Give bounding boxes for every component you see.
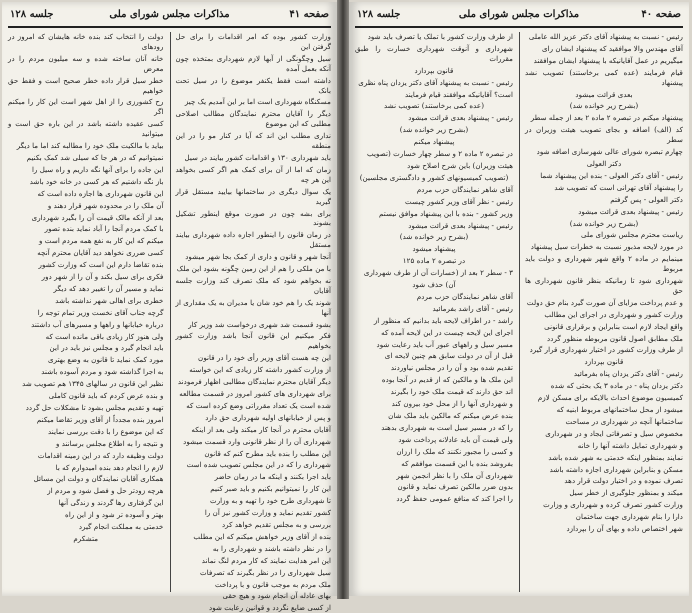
left-page — [2, 2, 337, 613]
text-line: کسی ضرری نخواهد دید آقایان محترم آنچه — [37, 248, 164, 258]
left-page-header — [8, 8, 331, 28]
text-line: شده است یک تعداد مقرراتی وضع کرده است که — [186, 400, 331, 410]
text-line: خطر سیل قرار داده خطر صحیح است و فقط حق خواهیم — [8, 75, 164, 95]
text-line: دولت وظیفه دارد که در این زمینه اقدامات — [37, 450, 164, 460]
text-line: بنده از آقای وزیر خواهش میکنم که این مطلب — [193, 531, 331, 541]
text-line: آقای مهندس والا موافقید که پیشنهاد ایشان رای — [542, 43, 683, 53]
text-line: نمیتوانیم که در هر جا که سیلی شد کمک بکنیم — [26, 152, 164, 162]
text-line: یک سوال دیگری در ساختمانها بیایید مستقل قرار گیرید — [175, 186, 331, 206]
text-line: این چه هست آقای وزیر رأی خود را در قانون — [198, 353, 331, 363]
text-line: بعدی قرائت میشود — [575, 89, 633, 99]
text-line: دکتر العولی — [586, 158, 622, 168]
book-gutter — [337, 0, 349, 599]
text-line: میکنم که این کار به نفع همه مردم است و — [39, 236, 164, 246]
text-line: فکری برای سیل بکند و آن را از شهر دور — [41, 272, 164, 282]
text-line: ملک مردم به موجب قانون و با پرداخت — [215, 579, 331, 589]
text-line: قانون بپردازد — [584, 357, 624, 367]
text-line: رئیس - آقای راشد بفرمائید — [432, 303, 513, 313]
text-line: شهر اختصاص داده و بهای آن را بپردازد — [566, 524, 683, 534]
text-line: و پس از خیابانهای اولیه شهرداری حق دارد — [205, 412, 331, 422]
text-line: کمیسیون موضوع احداث بالایکه برای مسکن لازم — [537, 393, 683, 403]
text-line: سیل شهرداری را در نظر بگیرند که تصرفات — [200, 567, 331, 577]
text-line: بنده تقاضا دارم این است که وزارت کشور — [38, 260, 164, 270]
text-line: مسکنگاه شهرداری است اما بر این آمدیم یک چیز — [184, 97, 331, 107]
text-line: فکر میکنیم این قانون آنجا باشد وزارت کشور بخواهیم — [175, 331, 331, 351]
text-line: این جاده را برای آنها نگه داریم و راه سیل را — [31, 164, 164, 174]
text-line: بررسی و به مجلس تقدیم خواهد کرد — [221, 519, 331, 529]
text-line: و بنده عرض کردم که باید قانون کاملی — [48, 391, 164, 401]
text-line: خدمتی به مملکت انجام گیرد — [78, 522, 164, 532]
text-line: سیل وچگونگی از آبها لازم شهرداری بمتخذه چون آنکه بعمل آمده — [175, 53, 331, 73]
text-line: (تصویب کمیسیونهای کشور و دادگستری مجلسین) — [359, 172, 509, 182]
text-line: شهرداری را که در این مجلس تصویب شده است — [186, 460, 331, 470]
text-line: از کسی ضایع نگردد و قوانین رعایت شود — [209, 603, 331, 613]
text-line: چهارم تبصره شورای عالی شهرسازی اضافه شود — [536, 147, 683, 157]
text-line: تا شهرداری طرح خود را تهیه و به وزارت — [209, 496, 331, 506]
text-line: باز نگه داشتیم که هر کسی در خانه خود باشد — [29, 176, 164, 186]
text-line: شوند یک را هم خود شان یا مدیران به یک مقداری از آنها — [175, 297, 331, 317]
text-line: آقای شاهر نمایندگان حزب مردم — [416, 291, 513, 301]
text-line: دارا را بنام شهرداری جهت ساختمان — [575, 512, 683, 522]
text-line: بهای عادله آن انجام شود و هیچ حقی — [222, 591, 331, 601]
running-title: مذاکرات مجلس شورای ملی — [458, 9, 580, 20]
session-number: جلسه ۱۲۸ — [357, 9, 401, 20]
text-line: قبل از آن در دولت سابق هم چنین لایحه ای — [384, 351, 513, 361]
text-line: رئیس - پیشنهاد بعدی قرائت میشود — [578, 206, 683, 216]
right-page-columns — [355, 32, 683, 592]
text-line: همکاری آقایان نمایندگان و دولت این مسائل — [33, 474, 164, 484]
text-line: شهرداری شود تا زمانیکه بنظر قانون شهرداری ها حق — [525, 276, 683, 295]
text-line: و شهرداری آنها را از محل خود بیرون کند — [391, 399, 513, 409]
text-line: آقایان محترم در آنجا کار میکند ولی بعد از اینکه — [191, 424, 331, 434]
text-line: شهرداری آن ملک را با نظر انجمن شهر — [396, 470, 513, 480]
text-line: خانه آنان ساخته شده و سه میلیون مردم را در معرض — [8, 53, 164, 73]
text-line: میگیریم در عمل آقایانیکه با پیشنهاد ایشان موافقند — [533, 55, 683, 65]
text-line: تصرف نموده و در اختیار دولت قرار دهد — [564, 476, 683, 486]
text-column-left — [8, 32, 164, 592]
right-page-header — [355, 8, 683, 28]
text-line: نه بخواهم شود که ملک تصرف کند وزارت جلسه آقایان — [175, 275, 331, 295]
text-line: دیگر را آقایان محترم نمایندگان مطالب اصلاحی مطلبی که این موضوع — [175, 109, 331, 129]
text-line: خطری برای اهالی شهر نداشته باشد — [55, 295, 164, 305]
text-line: بدون ضرر مالکین تصرف نماید و قانون — [397, 482, 513, 492]
text-line: در زمان قانون را اینطور اجازه داده شهرداری بیایند مستقل — [175, 230, 331, 250]
text-line: واقع ایجاد لازم است بنابراین و برقراری قانونی — [544, 321, 683, 331]
running-title: مذاکرات مجلس شورای ملی — [109, 9, 230, 20]
text-line: و شهرداری تمایل داشته آنها را خانه — [577, 440, 683, 450]
text-column-left — [355, 32, 513, 592]
text-line: از طرف وزارت کشور با تملک یا تصرف باید شود — [367, 32, 513, 41]
text-line: این گرفتاری رها گردند و زندگی آنها — [58, 498, 164, 508]
text-line: این مطلب را بنده باید مطرح کنم که قانون — [204, 448, 331, 458]
text-line: نداری مطلب این اند که آیا در کنار مو را در این منطقه — [175, 131, 331, 151]
text-line: این ملک ها و مالکین که از قدیم در آنجا بوده — [381, 375, 513, 385]
text-line: رئیس - پیشنهاد بعدی قرائت میشود — [408, 220, 513, 230]
text-line: هرچه زودتر حل و فصل شود و مردم از — [47, 486, 164, 496]
text-line: آنجا شهر و قانون و داری از کمک بجا شهر میشود — [185, 252, 331, 262]
text-line: داشته است فقط یکنفر موضوع را در سیل تحت بانک — [175, 75, 331, 95]
text-line: پیشنهاد میکنم — [413, 137, 455, 147]
text-line: را پیشنهاد آقای تهرانی است که تصویب شد — [554, 182, 683, 192]
text-line: با کمک مردم آنجا را آباد نماید بنده تصور — [44, 224, 164, 234]
text-line: نمایند بمنظور اینکه خدمتی به شهر شده باشد — [548, 452, 683, 462]
text-line: نظیر این قانون در سالهای ۱۳۴۵ هم تصویب شد — [22, 379, 164, 389]
text-line: رئیس - نظر آقای وزیر کشور چیست — [404, 196, 513, 206]
text-line: باید شهرداری ۱۳۰ و اقدامات کشور بیایند در سیل — [184, 152, 331, 162]
text-line: پیشنهاد میکنم در تبصره ۲ ماده ۲ بعد از جمله سطر — [530, 113, 683, 123]
text-line: تقدیم شده بود و آن را در مجلس نیاوردند — [390, 363, 513, 373]
text-line: را در نظر داشته باشند و شهرداری را به — [212, 543, 331, 553]
text-line: دکتر العولی - پس گرفتم — [610, 194, 683, 204]
text-line: گرچه جناب آقای نخست وزیر تمام توجه را — [37, 307, 164, 317]
text-line: و عدم پرداخت مزایای آن صورت گیرد بنام حق دولت — [526, 297, 683, 307]
text-line: اند حق دارند که قیمت ملک خود را بگیرند — [390, 387, 513, 397]
text-line: قیام فرمایند (عده کمی برخاستند) تصویب نشد پیشنهاد — [525, 67, 683, 87]
text-line: وزارت کشور تصرف کرده و شهرداری و وزارت — [543, 500, 683, 510]
text-line: و کسی را مجبور نکنند که ملک را ارزان — [396, 446, 513, 456]
text-line: مورد کمک نماید تا قانون به وضع بهتری — [48, 355, 164, 365]
text-line: کشور تقدیم نماید و وزارت کشور نیز آن را — [204, 508, 331, 518]
text-line: ساختمانها آنچه در شهرداری در مساحت — [565, 416, 683, 426]
text-line: این کار را نمیتوانیم بکنیم و باید صبر کنیم — [210, 484, 331, 494]
text-line: مخصوص سیل و تصرفاتی ایجاد و در شهرداری — [545, 428, 683, 438]
text-line: پیشنهاد میشود — [412, 244, 456, 254]
text-line: (بشرح زیر خوانده شد) — [569, 101, 639, 111]
column-divider — [170, 32, 171, 592]
text-line: در تبصره ۲ ماده ۲ و سطر چهار خسارت (تصویب — [367, 149, 513, 159]
text-line: بنده عرض میکنم که مالکین باید ملک شان — [388, 411, 513, 420]
text-line: از وزارت کشور داشته کار زیادی که این خواسته — [189, 365, 331, 375]
text-line: (عده کمی برخاستند) تصویب نشد — [383, 101, 485, 111]
text-line: است؟ آقایانیکه موافقند قیام فرمایند — [404, 89, 513, 99]
text-line: لازم را انجام دهد بنده امیدوارم که با — [55, 462, 164, 472]
text-line: رح کشورزی را از اهل شهر است این کار را میکنم اگر — [8, 97, 164, 117]
text-line: در مورد لایحه مذبور نسبت به خطرات سیل پیشنهاد — [530, 242, 683, 252]
text-line: شهرداری آن را از نظر قانونی وارد قسمت میشود — [183, 436, 331, 446]
text-line: وزارت کشور بوده که امر اقدامات را برای حل گرفتن این — [175, 32, 331, 51]
text-line: دولت را انتخاب کند بنده خانه هایشان که امروز در رودهای — [8, 32, 164, 51]
text-column-right — [525, 32, 683, 592]
text-line: را که در مسیر سیل است به شهرداری بدهند — [381, 422, 513, 432]
text-line: ریاست محترم مجلس شورای ملی — [580, 230, 683, 240]
text-line: امروز بنده مجدداً از آقای وزیر تقاضا میکنم — [36, 414, 164, 424]
text-line: بیاید با مالکیت ملک خود را مطالبه کند اما ما دیگر — [16, 141, 164, 151]
text-line: رئیس - نسبت به پیشنهاد آقای دکتر عزیز الله عاملی — [528, 32, 683, 41]
text-line: متشکرم — [73, 533, 99, 543]
text-column-right — [175, 32, 332, 613]
text-line: باید اجرا بکنند و اینکه ما در زمان حاضر — [214, 472, 331, 482]
text-line: را اجرا کند که منافع عمومی حفظ گردد — [396, 494, 513, 504]
text-line: (بشرح زیر خوانده شد) — [399, 125, 469, 135]
text-line: میکند و بمنظور جلوگیری از خطر سیل — [569, 488, 683, 498]
text-line: کد (الف) اضافه و بجای تصویب هیئت وزیران در سطر — [525, 125, 683, 145]
text-line: رئیس - آقای دکتر العولی - بنده این پیشنهاد شما — [540, 170, 683, 180]
text-line: قانون بپردازد — [414, 65, 454, 75]
text-line: باید انجام گیرد و مجلس نیز باید در این — [49, 343, 164, 353]
text-line: ملک مطابق اصول قانون مربوطه منظور گردد — [547, 333, 683, 343]
text-line: کسی عقیده داشته باشد در این باره حق است و میتوانید — [8, 119, 164, 139]
text-line: و نتیجه را به اطلاع مجلس برسانند و — [55, 438, 164, 448]
text-line: مسکن و بنابراین شهرداری اجازه داشته باشد — [549, 464, 683, 474]
text-line: (بشرح زیر خوانده شد) — [569, 218, 639, 228]
text-line: ۳ - سطر ۲ بعد از (خسارات آن از طرف شهرداری — [363, 268, 513, 278]
left-page-columns — [8, 32, 331, 613]
text-line: راشد - در اطراف لایحه باید بدانیم که منظور از — [373, 315, 513, 325]
text-line: بعد از آنکه مالک قیمت آن را بگیرد شهرداری — [31, 212, 164, 222]
text-line: درباره خیابانها و راهها و مسیرهای آب داشتند — [31, 319, 164, 329]
text-line: دکتر یزدان پناه - در ماده ۳ یک بحثی که شده — [550, 381, 683, 391]
text-line: وزیر کشور - بنده با این پیشنهاد موافق نیستم — [379, 208, 513, 218]
text-line: برای بشه چون در صورت موقع اینطور تشکیل بشوند — [175, 208, 331, 228]
text-line: تهیه و تقدیم مجلس بشود تا مشکلات حل گردد — [25, 403, 164, 412]
right-page — [349, 2, 689, 596]
text-line: این قانون شهرداری ها اجازه داده است که — [37, 188, 164, 198]
text-line: دیگر آقایان محترم نمایندگان مطالبی اظهار فرمودند — [177, 377, 331, 387]
text-line: رئیس - آقای دکتر یزدان پناه بفرمائید — [573, 369, 683, 379]
text-line: آن ملک را در محدوده شهر قرار دهند و — [47, 200, 164, 210]
text-line: وزارت کشور و شهرداری در اجرای این مطالب — [544, 309, 683, 319]
text-line: ولی هنوز کار زیادی باقی مانده است که — [45, 331, 164, 341]
text-line: (بشرح زیر خوانده شد) — [399, 232, 469, 242]
text-line: نماید و مسیر آن را تغییر دهد که دیگر — [53, 283, 164, 293]
text-line: در تبصره ۲ ماده ۱۲۵ — [402, 256, 466, 266]
column-divider — [519, 32, 520, 592]
text-line: زمان که اما از آن برای کمک هم اگر کسی بخواهد این هر چه — [175, 164, 331, 184]
text-line: آن) حذف شود — [412, 280, 456, 290]
text-line: رئیس - پیشنهاد بعدی قرائت میشود — [408, 113, 513, 123]
text-line: برای شهرداری های کشور امروز در قسمت مطالعه — [179, 389, 331, 398]
text-line: مسیر سیل و راههای عبور آب باید رعایت شود — [376, 339, 513, 349]
text-line: آقای شاهر نمایندگان حزب مردم — [416, 184, 513, 194]
text-line: ولی قیمت آن باید عادلانه پرداخت شود — [398, 434, 513, 444]
text-line: رئیس - نسبت به پیشنهاد آقای دکتر یزدان پناه نظری — [358, 77, 513, 87]
session-number: جلسه ۱۲۸ — [10, 9, 54, 20]
text-line: اجرای این لایحه چیست در این لایحه آمده که — [381, 327, 513, 337]
text-line: که این موضوع را با دقت بررسی نمایند — [48, 426, 164, 436]
text-line: این امر هدایت نمایند که کار مردم لنگ نماند — [201, 555, 331, 565]
text-line: به اجرا گذاشته شود و مردم آسوده باشند — [41, 367, 164, 377]
text-line: بهتر و آسوده تر شود و از این راه — [65, 510, 164, 520]
page-number: صفحه ۴۰ — [641, 9, 681, 20]
text-line: بشود قسمت شد شهری درخواست شد وزیر کار — [188, 319, 331, 329]
text-line: میشود از محل ساختمانهای مربوط ابنیه که — [556, 405, 683, 414]
text-line: با من ملکی را هم از این زمین چگونه بشود این ملک — [176, 264, 331, 274]
text-line: هیئت وزیران) باین شرح اصلاح شود — [407, 160, 513, 170]
text-line: شهرداری و آنوقت شهرداری خسارت را طبق مقررات — [355, 43, 513, 63]
page-number: صفحه ۴۱ — [289, 9, 329, 20]
text-line: از طرف وزارت کشور در اختیار شهرداری قرار گیرد — [529, 345, 683, 355]
text-line: مینمایم در ماده ۲ واقع شهر شهرداری و دولت باید مربوط — [525, 254, 683, 274]
text-line: بفروشد بنده با این قسمت موافقم که — [401, 458, 513, 468]
